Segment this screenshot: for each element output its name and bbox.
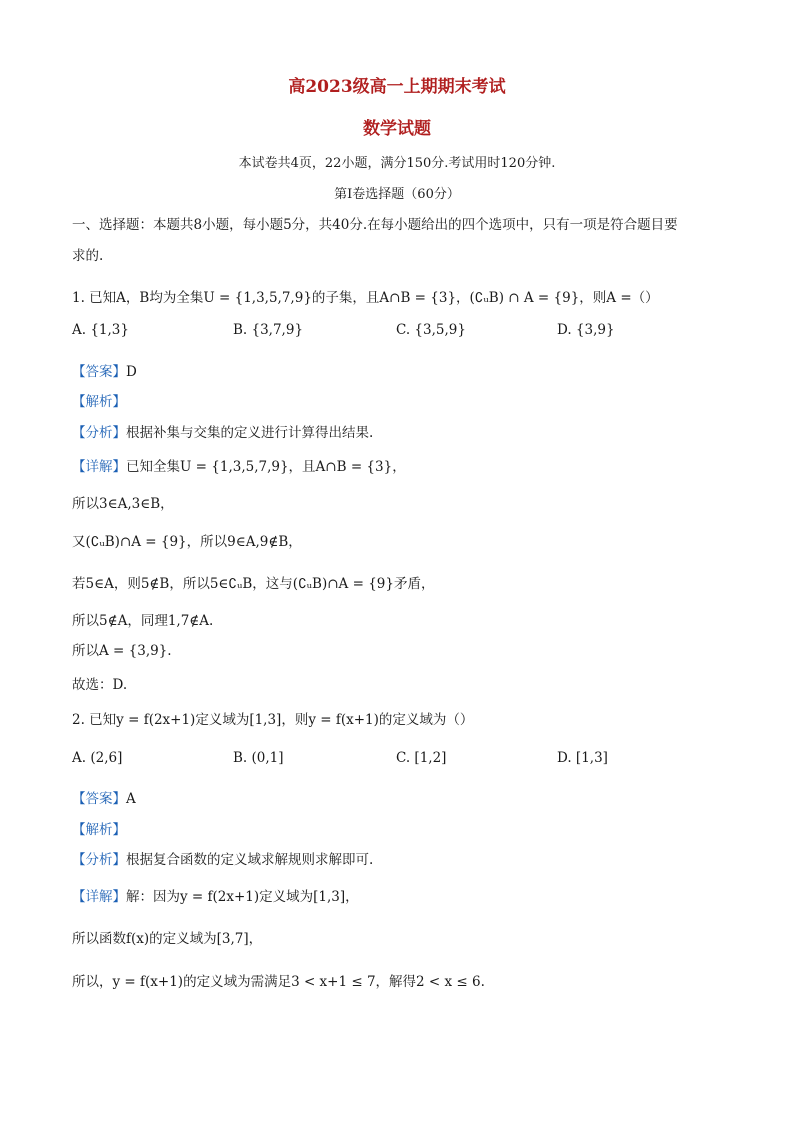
q2-answer-line xyxy=(72,787,136,807)
q1-detail-line-6: 故选：D. xyxy=(72,677,128,693)
q1-analysis-line xyxy=(72,421,373,441)
q1-detail-head: 【详解】 xyxy=(72,459,126,475)
q2-analysis-line xyxy=(72,848,373,868)
q1-option-d: D. {3,9} xyxy=(557,322,615,338)
q2-option-a: A. (2,6] xyxy=(72,750,123,766)
q2-answer: A xyxy=(126,791,136,807)
q1-option-a: A. {1,3} xyxy=(72,322,129,338)
subject-title: 数学试题 xyxy=(363,119,431,139)
q1-detail-line-5: 所以A = {3,9}. xyxy=(72,643,172,659)
q2-detail-text-0: 解：因为y = f(2x+1)定义域为[1,3]， xyxy=(126,889,359,905)
q1-analysis-head: 【分析】 xyxy=(72,425,126,441)
q1-analysis-label: 【解析】 xyxy=(72,394,126,410)
q1-detail-text-0: 已知全集U = {1,3,5,7,9}，且A∩B = {3}， xyxy=(126,459,406,475)
q2-analysis-label: 【解析】 xyxy=(72,822,126,838)
q2-detail-line-0 xyxy=(72,885,359,905)
exam-info: 本试卷共4页，22小题，满分150分.考试用时120分钟. xyxy=(238,156,556,171)
q1-detail-line-1: 所以3∈A,3∈B， xyxy=(72,496,174,512)
section-instructions-cont: 求的. xyxy=(72,248,104,264)
q2-option-d: D. [1,3] xyxy=(557,750,608,766)
exam-title: 高2023级高一上期期末考试 xyxy=(288,77,506,97)
q2-analysis-text: 根据复合函数的定义域求解规则求解即可. xyxy=(126,852,374,868)
q1-option-c: C. {3,5,9} xyxy=(396,322,466,338)
q1-answer-line xyxy=(72,360,137,380)
part-heading: 第I卷选择题（60分） xyxy=(334,187,460,202)
q2-detail-line-1: 所以函数f(x)的定义域为[3,7]， xyxy=(72,931,263,947)
q2-analysis-head: 【分析】 xyxy=(72,852,126,868)
q1-answer-label: 【答案】 xyxy=(72,364,126,380)
q2-option-b: B. (0,1] xyxy=(233,750,284,766)
q1-option-b: B. {3,7,9} xyxy=(233,322,304,338)
question-1-stem: 1. 已知A，B均为全集U = {1,3,5,7,9}的子集，且A∩B = {3}，(∁ᵤB) ∩ A = {9}，则A =（） xyxy=(72,290,659,306)
q2-detail-line-2: 所以，y = f(x+1)的定义域为需满足3 < x+1 ≤ 7，解得2 < x ≤ 6. xyxy=(72,974,485,990)
q1-detail-line-2: 又(∁ᵤB)∩A = {9}，所以9∈A,9∉B， xyxy=(72,534,302,550)
section-instructions: 一、选择题：本题共8小题，每小题5分，共40分.在每小题给出的四个选项中，只有一项是符合题目要 xyxy=(72,217,678,233)
q1-answer: D xyxy=(126,364,137,380)
q2-option-c: C. [1,2] xyxy=(396,750,447,766)
q1-detail-line-3: 若5∈A，则5∉B，所以5∈∁ᵤB，这与(∁ᵤB)∩A = {9}矛盾， xyxy=(72,576,435,592)
q2-detail-head: 【详解】 xyxy=(72,889,126,905)
question-2-stem: 2. 已知y = f(2x+1)定义域为[1,3]，则y = f(x+1)的定义域为（） xyxy=(72,712,474,728)
q1-detail-line-0 xyxy=(72,455,406,475)
q1-analysis-text: 根据补集与交集的定义进行计算得出结果. xyxy=(126,425,374,441)
q2-answer-label: 【答案】 xyxy=(72,791,126,807)
q1-detail-line-4: 所以5∉A，同理1,7∉A. xyxy=(72,613,214,629)
